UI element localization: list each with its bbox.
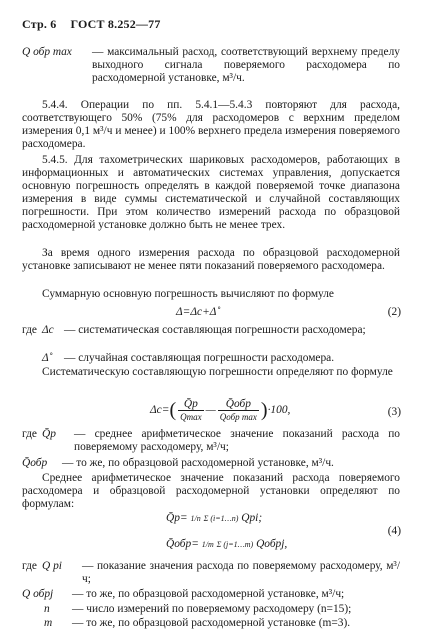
where-qpi: где Q pi — показание значения расхода по поверяемому расходомеру, м³/ч; — [22, 560, 400, 586]
where-delta-c: где Δc — систематическая составляющая погрешности расходомера; — [22, 324, 366, 336]
where-delta-random: Δ̊ — случайная составляющая погрешности расходомера. — [42, 352, 335, 364]
where-qobrj: Q обрj — то же, по образцовой расходомерной установке, м³/ч; — [22, 588, 345, 600]
standard-code: ГОСТ 8.252—77 — [70, 17, 161, 31]
where-n: n — число измерений по поверяемому расходомеру (n=15); — [44, 603, 352, 615]
formula-4-number: (4) — [387, 525, 401, 537]
paragraph-readings: За время одного измерения расхода по образцовой расходомерной установке записывают не менее пяти показаний поверяемого расходомера. — [22, 247, 400, 273]
paragraph-mean: Среднее арифметическое значение показаний расхода поверяемого расходомера и образцовой расходомерной установки определяют по формулам: — [22, 472, 400, 511]
qmax-description: — максимальный расход, соответствующий верхнему пределу выходного сигнала поверяемого расходомера по расходомерной установке, м³/ч. — [92, 46, 400, 85]
formula-2-number: (2) — [387, 306, 401, 318]
where-qp: где Q̄p — среднее арифметическое значение показаний расхода по поверяемому расходомеру, м³/ч; — [22, 428, 400, 454]
paragraph-5-4-5: 5.4.5. Для тахометрических шариковых расходомеров, работающих в информационных и автоматических системах управления, допускается основную погрешность определять в каждой поверяемой точке диапазона измерения в виде суммы систематической и случайной составляющих погрешности. При этом количество измерений расхода по образцовой расходомерной установке должно быть не менее трех. — [22, 154, 400, 232]
paragraph-total-error: Суммарную основную погрешность вычисляют по формуле — [42, 288, 334, 300]
qmax-definition — [22, 46, 400, 85]
paragraph-systematic: Систематическую составляющую погрешности определяют по формуле — [42, 366, 393, 378]
where-m: m — то же, по образцовой расходомерной установке (m=3). — [44, 617, 351, 629]
paragraph-5-4-4: 5.4.4. Операции по пп. 5.4.1—5.4.3 повторяют для расхода, соответствующего 50% (75% для расходомеров с верхним пределом измерения 0,1 м³/ч и менее) и 100% верхнего предела измерения поверяемого расходомера. — [22, 99, 400, 151]
page-header — [22, 18, 161, 31]
formula-4b: Q̄обр= 1/m Σ (j=1…m) Qобрj, — [166, 538, 288, 550]
formula-3: Δc=( $\frac{Q̄p}{Qmax}$ — $\frac{\text{Q̄обр}}{\text{Qобр max}}$ )·100, — [150, 398, 291, 422]
where-qobr: Q̄обр — то же, по образцовой расходомерной установке, м³/ч. — [22, 457, 334, 469]
qmax-term: Q обр max — [22, 46, 72, 58]
formula-3-number: (3) — [387, 406, 401, 418]
formula-4a: Q̄p= 1/n Σ (i=1…n) Qpi; — [166, 512, 263, 524]
formula-2: Δ=Δc+Δ̊ — [176, 306, 217, 318]
page-number: Стр. 6 — [22, 17, 57, 31]
